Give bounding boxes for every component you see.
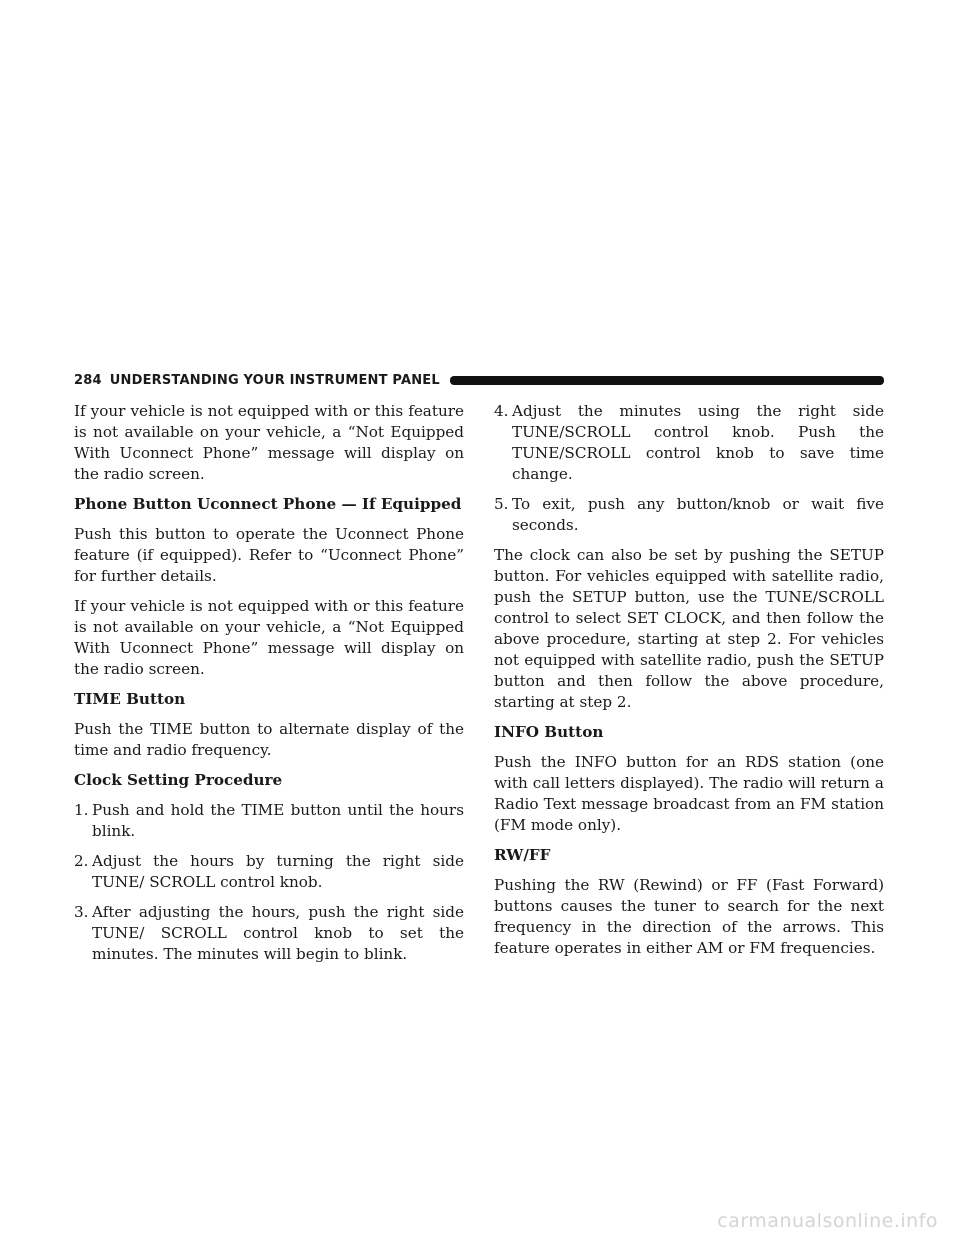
paragraph-phone-button: Push this button to operate the Uconnect Phone feature (if equipped). Refer to “Uconnect Phone” for further details. (74, 525, 464, 585)
step-text: Adjust the hours by turning the right side TUNE/ SCROLL control knob. (92, 852, 464, 891)
step-2 (74, 851, 464, 893)
step-text: Push and hold the TIME button until the hours blink. (92, 801, 464, 840)
step-number: 4. (494, 402, 509, 420)
right-column (494, 401, 884, 968)
step-text: Adjust the minutes using the right side TUNE/SCROLL control knob. Push the TUNE/SCROLL control knob to save time change. (512, 402, 884, 483)
step-3 (74, 902, 464, 965)
header-rule (450, 376, 884, 385)
paragraph-not-equipped-2: If your vehicle is not equipped with or this feature is not available on your vehicle, a “Not Equipped With Uconnect Phone” message will display on the radio screen. (74, 597, 464, 678)
page-number: 284 (74, 372, 102, 388)
section-title: UNDERSTANDING YOUR INSTRUMENT PANEL (109, 372, 440, 388)
step-number: 1. (74, 801, 89, 819)
heading-rw-ff: RW/FF (494, 846, 551, 864)
heading-phone-button: Phone Button Uconnect Phone — If Equipped (74, 495, 462, 513)
step-text: To exit, push any button/knob or wait five seconds. (512, 495, 884, 534)
step-number: 3. (74, 903, 89, 921)
paragraph-rw-ff: Pushing the RW (Rewind) or FF (Fast Forward) buttons causes the tuner to search for the next frequency in the direction of the arrows. This feature operates in either AM or FM frequencies. (494, 876, 884, 957)
page-header (74, 370, 884, 390)
step-1 (74, 800, 464, 842)
paragraph-setup-clock: The clock can also be set by pushing the SETUP button. For vehicles equipped with satellite radio, push the SETUP button, use the TUNE/SCROLL control to select SET CLOCK, and then follow the above procedure, starting at step 2. For vehicles not equipped with satellite radio, push the SETUP button and then follow the above procedure, starting at step 2. (494, 546, 884, 711)
paragraph-not-equipped-1: If your vehicle is not equipped with or this feature is not available on your vehicle, a “Not Equipped With Uconnect Phone” message will display on the radio screen. (74, 402, 464, 483)
heading-time-button: TIME Button (74, 690, 186, 708)
step-4 (494, 401, 884, 485)
watermark: carmanualsonline.info (717, 1210, 938, 1232)
heading-info-button: INFO Button (494, 723, 604, 741)
paragraph-time-button: Push the TIME button to alternate display of the time and radio frequency. (74, 720, 464, 759)
paragraph-info-button: Push the INFO button for an RDS station (one with call letters displayed). The radio will return a Radio Text message broadcast from an FM station (FM mode only). (494, 753, 884, 834)
heading-clock-setting: Clock Setting Procedure (74, 771, 283, 789)
step-5 (494, 494, 884, 536)
step-number: 2. (74, 852, 89, 870)
step-text: After adjusting the hours, push the right side TUNE/ SCROLL control knob to set the minutes. The minutes will begin to blink. (92, 903, 464, 963)
step-number: 5. (494, 495, 509, 513)
left-column (74, 401, 464, 974)
